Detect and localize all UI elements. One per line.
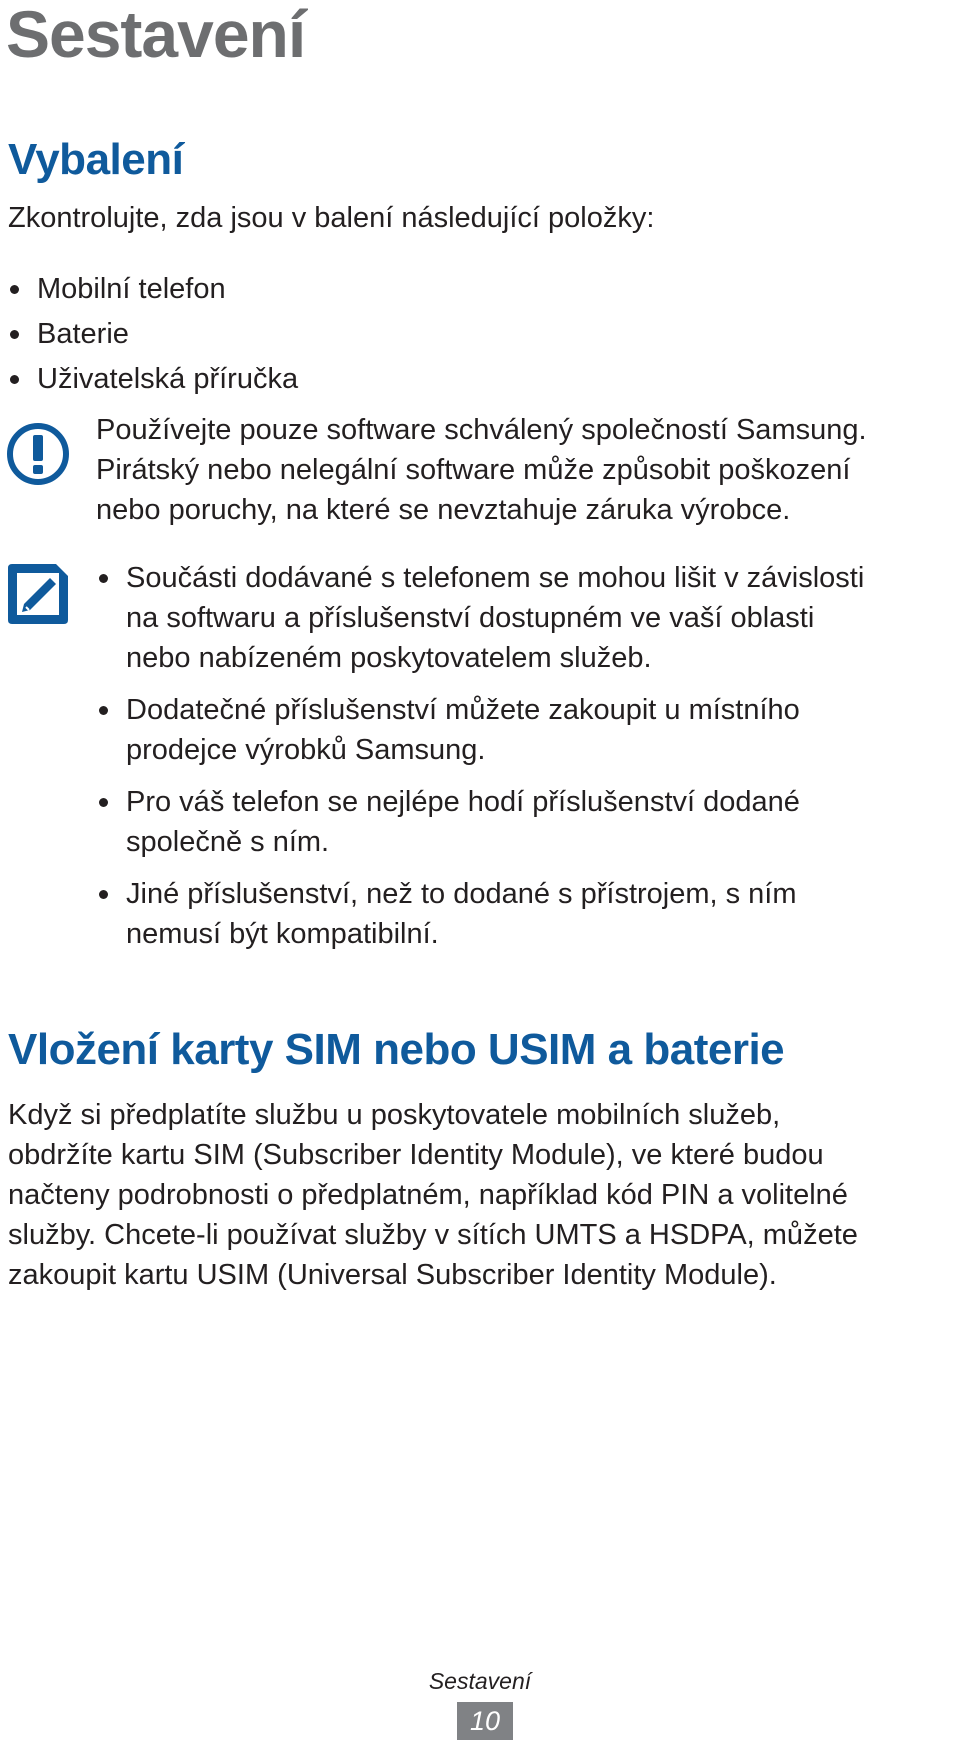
list-item: Mobilní telefon — [8, 267, 298, 312]
bullet-icon — [10, 375, 19, 384]
bullet-icon — [99, 890, 108, 899]
list-item: Jiné příslušenství, než to dodané s přístrojem, s ním nemusí být kompatibilní. — [96, 874, 956, 954]
warning-line: Používejte pouze software schválený společností Samsung. — [96, 414, 867, 446]
pencil-note-icon — [4, 560, 72, 628]
list-item: Pro váš telefon se nejlépe hodí příslušenství dodané společně s ním. — [96, 782, 956, 862]
unpacking-intro: Zkontrolujte, zda jsou v balení následující položky: — [8, 202, 655, 234]
list-item: Dodatečné příslušenství můžete zakoupit u místního prodejce výrobků Samsung. — [96, 690, 956, 770]
bullet-icon — [99, 798, 108, 807]
bullet-icon — [10, 330, 19, 339]
note-list — [96, 558, 956, 966]
footer-section-label: Sestavení — [428, 1668, 532, 1694]
list-item: Uživatelská příručka — [8, 357, 298, 402]
section-heading-sim: Vložení karty SIM nebo USIM a baterie — [8, 1025, 785, 1074]
sim-paragraph: Když si předplatíte službu u poskytovatele mobilních služeb, obdržíte kartu SIM (Subscriber Identity Module), ve které budou načteny podrobnosti o předplatném, například kód PIN a volitelné služby. Chcete-li používat služby v sítích UMTS a HSDPA, můžete zakoupit kartu USIM (Universal Subscriber Identity Module). — [8, 1099, 858, 1291]
section-heading-unpacking: Vybalení — [8, 135, 184, 184]
page-number: 10 — [457, 1702, 513, 1740]
chapter-title: Sestavení — [6, 0, 306, 71]
list-item: Baterie — [8, 312, 298, 357]
bullet-icon — [99, 574, 108, 583]
warning-notice — [96, 410, 956, 530]
package-contents-list — [8, 267, 298, 402]
bullet-icon — [99, 706, 108, 715]
warning-line: nebo poruchy, na které se nevztahuje záruka výrobce. — [96, 494, 791, 526]
list-item: Součásti dodávané s telefonem se mohou lišit v závislosti na softwaru a příslušenství dostupném ve vaší oblasti nebo nabízeném poskytovatelem služeb. — [96, 558, 956, 678]
bullet-icon — [10, 285, 19, 294]
warning-line: Pirátský nebo nelegální software může způsobit poškození — [96, 454, 851, 486]
exclamation-icon — [6, 422, 70, 486]
